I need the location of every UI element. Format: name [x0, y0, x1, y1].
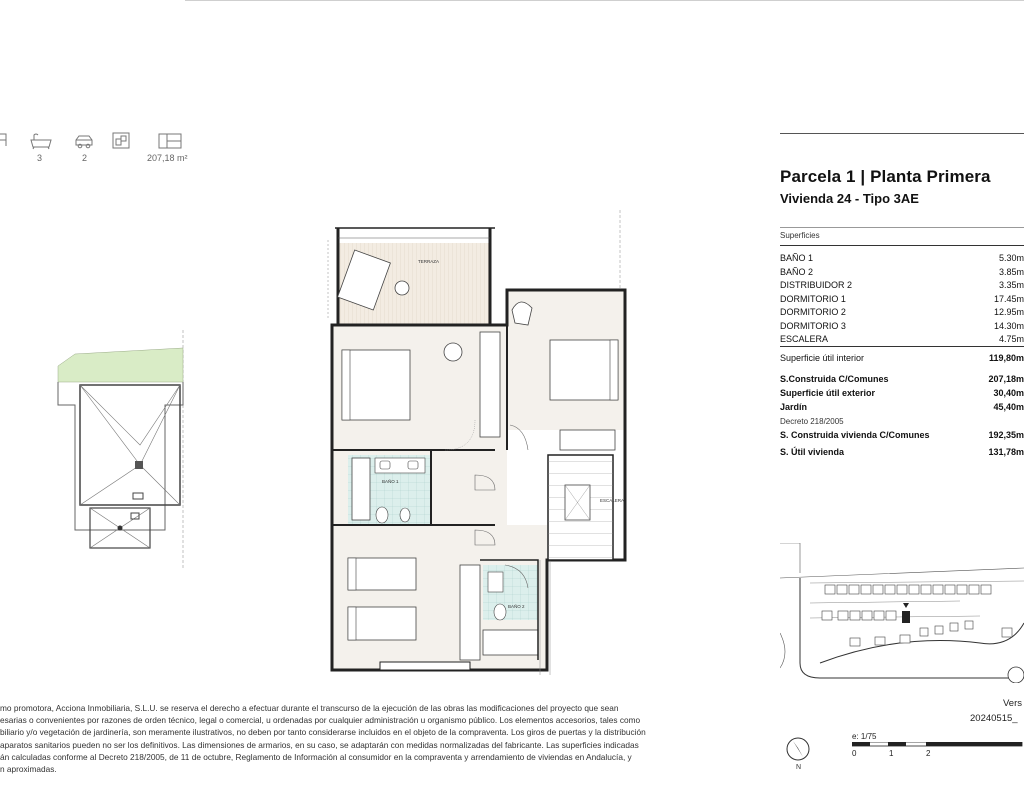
bathroom-2-label: BAÑO 2: [508, 604, 525, 609]
bathroom-1-label: BAÑO 1: [382, 479, 399, 484]
bed-icon: [0, 134, 6, 146]
key-plan: [780, 543, 1024, 683]
surfaces-rule: [780, 227, 1024, 228]
legal-disclaimer: mo promotora, Acciona Inmobiliaria, S.L.U. se reserva el derecho a efectuar durante el transcurso de la ejecución de las obras las modificaciones del proyecto que sean esarias o convenientes por razones de orden técnico, legal o comercial, u ordenadas por cualquier administración u organismo público. Los elementos accesorios, tales como biliario y/o vegetación de jardinería, son meramente ilustrativos, no deben por tanto considerarse incluidos en el objeto de la compraventa. Los giros de puertas y la distribución aparatos sanitarios pueden no ser los definitivos. Las dimensiones de armarios, en su caso, se adaptarán con medidas normalizadas del fabricante. Las superficies indicadas án calculadas conforme al Decreto 218/2005, de 11 de octubre, Reglamento de Información al consumidor en la compraventa y arrendamiento de viviendas en Andalucía, y n aproximadas.: [0, 703, 646, 775]
area-icon: [159, 134, 181, 148]
table-row: Superficie útil interior 119,80m: [780, 352, 1024, 363]
parking-count: 2: [82, 153, 88, 163]
table-row: DORMITORIO 1 17.45m: [780, 293, 1024, 304]
table-row: Superficie útil exterior 30,40m: [780, 387, 1024, 398]
bathrooms-count: 3: [37, 153, 43, 163]
key-figures-icons: [0, 130, 200, 152]
car-icon: [76, 136, 92, 148]
page-title: Parcela 1 | Planta Primera: [780, 167, 991, 186]
header-rule: [780, 133, 1024, 134]
scale-tick-2: 2: [926, 749, 931, 758]
stairs-label: ESCALERA: [600, 498, 625, 503]
stairs: [548, 455, 624, 560]
table-row: S.Construida C/Comunes 207,18m: [780, 373, 1024, 384]
built-area-value: 207,18 m²: [147, 153, 188, 163]
table-row: DORMITORIO 2 12.95m: [780, 307, 1024, 317]
storage-icon: [113, 133, 129, 148]
bathroom-2: [480, 560, 538, 660]
north-arrow-icon: [784, 735, 814, 765]
version-value: 20240515_: [970, 713, 1018, 724]
floor-plan: [320, 210, 635, 680]
compass-north-label: N: [796, 764, 802, 771]
terrace-area: [328, 228, 495, 325]
bath-icon: [31, 134, 51, 149]
scale-tick-1: 1: [889, 749, 894, 758]
scale-tick-0: 0: [852, 749, 857, 758]
table-row: Jardín 45,40m: [780, 401, 1024, 412]
top-rule: [185, 0, 1024, 1]
scale-ratio: e: 1/75: [852, 732, 877, 741]
scale-bar: [852, 742, 1024, 762]
surfaces-table: [780, 252, 1024, 463]
surfaces-label: Superficies: [780, 231, 820, 240]
surfaces-rule-2: [780, 245, 1024, 246]
table-row: S. Construida vivienda C/Comunes 192,35m: [780, 429, 1024, 440]
table-row: BAÑO 1 5.30m: [780, 253, 1024, 263]
table-row: DISTRIBUIDOR 2 3.35m: [780, 280, 1024, 290]
table-row: DORMITORIO 3 14.30m: [780, 320, 1024, 331]
table-row: BAÑO 2 3.85m: [780, 266, 1024, 277]
location-site-plan: [55, 330, 195, 570]
table-row: ESCALERA 4.75m: [780, 333, 1024, 347]
page-subtitle: Vivienda 24 - Tipo 3AE: [780, 191, 919, 206]
table-row: Decreto 218/2005: [780, 416, 844, 426]
terrace-label: TERRAZA: [418, 259, 440, 264]
version-label: Vers: [1003, 698, 1023, 709]
table-row: S. Útil vivienda 131,78m: [780, 446, 1024, 457]
